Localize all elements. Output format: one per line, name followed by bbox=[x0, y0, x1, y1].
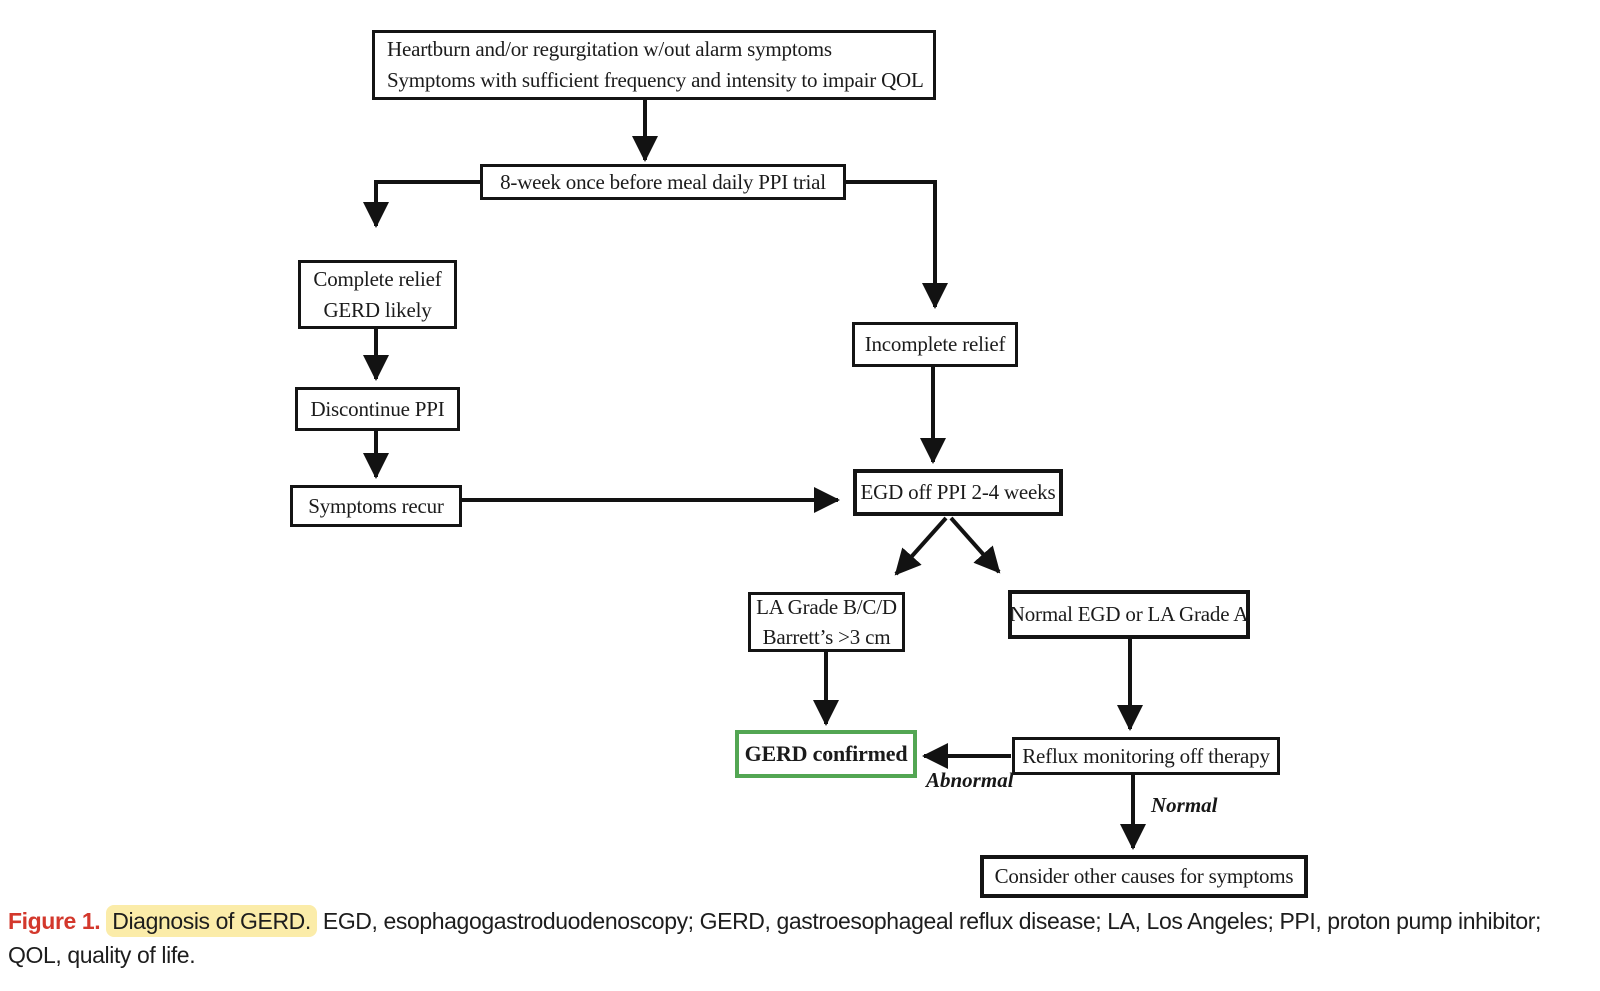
node-reflux-monitoring: Reflux monitoring off therapy bbox=[1012, 737, 1280, 775]
la-grade-line-1: LA Grade B/C/D bbox=[756, 594, 897, 619]
la-grade-line-2: Barrett’s >3 cm bbox=[762, 625, 891, 649]
arrow-egd-to-lagrade bbox=[896, 518, 946, 574]
complete-relief-line-2: GERD likely bbox=[323, 297, 432, 322]
figure-caption-highlight: Diagnosis of GERD. bbox=[106, 905, 317, 937]
entry-line-2: Symptoms with sufficient frequency and intensity to impair QOL bbox=[387, 68, 924, 92]
node-egd-off-ppi: EGD off PPI 2-4 weeks bbox=[853, 469, 1063, 516]
edge-label-abnormal: Abnormal bbox=[926, 768, 1014, 792]
node-normal-egd: Normal EGD or LA Grade A bbox=[1008, 590, 1250, 639]
arrow-egd-to-normalegd bbox=[951, 518, 999, 572]
arrow-ppitrial-to-incomplete bbox=[845, 182, 935, 307]
edge-label-normal: Normal bbox=[1151, 793, 1218, 817]
figure-caption-label: Figure 1. bbox=[8, 908, 101, 934]
figure-caption-text: EGD, esophagogastroduodenoscopy; GERD, gastroesophageal reflux disease; LA, Los Angeles; PPI, proton pump inhibitor; QOL, quality of life. bbox=[8, 908, 1541, 968]
arrow-ppitrial-to-complete bbox=[376, 182, 481, 226]
figure-caption bbox=[8, 904, 1596, 972]
node-discontinue-ppi: Discontinue PPI bbox=[295, 387, 460, 431]
node-incomplete-relief: Incomplete relief bbox=[852, 322, 1018, 367]
node-consider-other-causes: Consider other causes for symptoms bbox=[980, 855, 1308, 898]
node-entry-symptoms bbox=[372, 30, 936, 100]
node-ppi-trial: 8-week once before meal daily PPI trial bbox=[480, 164, 846, 200]
node-la-grade bbox=[748, 592, 905, 652]
node-symptoms-recur: Symptoms recur bbox=[290, 485, 462, 527]
complete-relief-line-1: Complete relief bbox=[313, 267, 442, 292]
node-gerd-confirmed: GERD confirmed bbox=[735, 730, 917, 778]
node-complete-relief bbox=[298, 260, 457, 329]
entry-line-1: Heartburn and/or regurgitation w/out alarm symptoms bbox=[387, 36, 832, 61]
